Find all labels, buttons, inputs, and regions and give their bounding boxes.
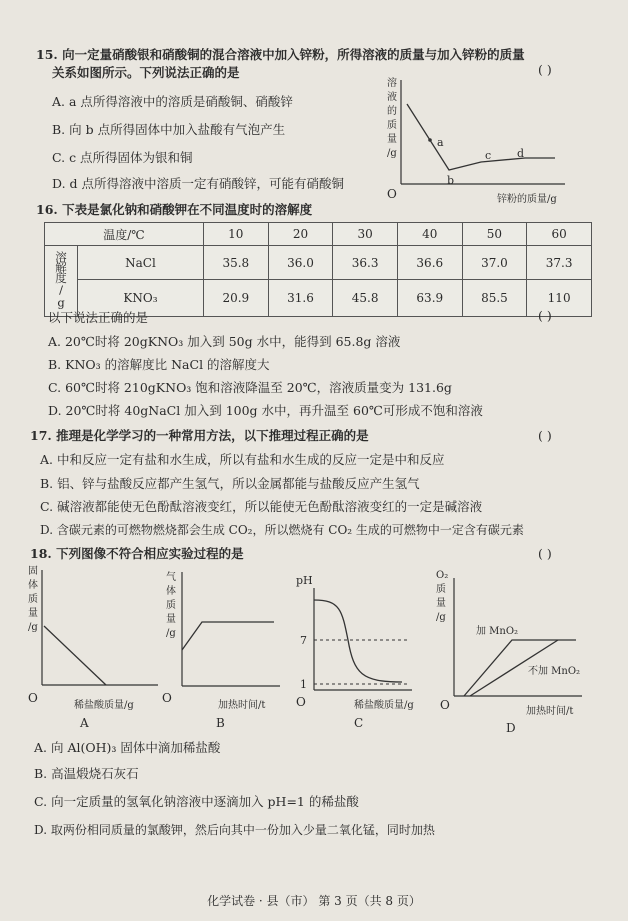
table-side-label-cell	[45, 246, 78, 317]
graph-a-ylabel-2: 体	[28, 580, 38, 591]
graph-d-label-with: 加 MnO₂	[476, 626, 519, 637]
q15-stem-line2: 关系如图所示。下列说法正确的是	[52, 65, 240, 80]
graph-b-origin: O	[162, 691, 172, 705]
graph-d-ylabel-1: O₂	[436, 570, 449, 581]
table-temp-cell: 10	[203, 223, 268, 246]
graph-d-ylabel-2: 质	[436, 584, 446, 595]
graph-b-ylabel-1: 气	[166, 572, 176, 583]
q15-option-b: B. 向 b 点所得固体中加入盐酸有气泡产生	[52, 122, 286, 137]
graph-a-ylabel-3: 质	[28, 594, 38, 605]
table-cell: 36.3	[333, 246, 398, 280]
q16-after: 以下说法正确的是	[48, 310, 149, 325]
graph-d-xlabel: 加热时间/t	[526, 706, 574, 717]
table-cell: 45.8	[333, 280, 398, 317]
q16-option-a: A. 20℃时将 20gKNO₃ 加入到 50g 水中，能得到 65.8g 溶液	[48, 334, 401, 349]
graph-b-letter: B	[216, 716, 225, 730]
table-side-label: 溶解度/g	[54, 250, 68, 309]
table-cell: 37.0	[462, 246, 527, 280]
graph-b-line	[182, 622, 274, 650]
graph-c-letter: C	[354, 716, 364, 730]
graph-a-xlabel: 稀盐酸质量/g	[74, 700, 134, 711]
table-cell: 35.8	[203, 246, 268, 280]
q18-graph-b	[158, 566, 288, 732]
q18-graph-c	[292, 570, 420, 732]
q15-option-d: D. d 点所得溶液中溶质一定有硝酸锌，可能有硝酸铜	[52, 176, 344, 191]
table-cell: 36.0	[268, 246, 333, 280]
table-temp-cell: 30	[333, 223, 398, 246]
q15-ylabel-5: 量	[387, 134, 397, 145]
graph-d-origin: O	[440, 698, 450, 712]
graph-d-label-without: 不加 MnO₂	[528, 666, 581, 677]
table-temp-cell: 60	[527, 223, 592, 246]
q17-answer-paren: ( )	[538, 428, 552, 443]
q18-graph-d	[430, 564, 590, 738]
table-header-label: 温度/℃	[45, 223, 204, 246]
q17-stem: 17. 推理是化学学习的一种常用方法，以下推理过程正确的是	[30, 428, 369, 443]
q15-ylabel-2: 液	[387, 92, 397, 103]
q15-xlabel: 锌粉的质量/g	[497, 194, 557, 205]
table-row-nacl	[45, 246, 592, 280]
graph-b-xlabel: 加热时间/t	[218, 700, 266, 711]
table-cell: 36.6	[397, 246, 462, 280]
q15-ylabel-6: /g	[387, 148, 397, 159]
q16-stem: 16. 下表是氯化钠和硝酸钾在不同温度时的溶解度	[36, 202, 313, 217]
q15-label-a: a	[437, 136, 444, 149]
table-row-name: NaCl	[78, 246, 204, 280]
q18-stem: 18. 下列图像不符合相应实验过程的是	[30, 546, 244, 561]
graph-b-ylabel-5: /g	[166, 628, 176, 639]
graph-a-ylabel-4: 量	[28, 608, 38, 619]
q17-option-d: D. 含碳元素的可燃物燃烧都会生成 CO₂，所以燃烧有 CO₂ 生成的可燃物中一定含有碳元素	[40, 523, 524, 537]
q15-label-c: c	[485, 149, 492, 162]
q16-option-b: B. KNO₃ 的溶解度比 NaCl 的溶解度大	[48, 357, 270, 372]
q15-answer-paren: ( )	[538, 62, 552, 77]
q18-option-c: C. 向一定质量的氢氧化钠溶液中逐滴加入 pH=1 的稀盐酸	[34, 794, 359, 809]
graph-b-ylabel-4: 量	[166, 614, 176, 625]
graph-b-ylabel-3: 质	[166, 600, 176, 611]
graph-c-curve	[314, 600, 402, 682]
graph-a-origin: O	[28, 691, 38, 705]
graph-d-letter: D	[506, 721, 516, 735]
q15-curve	[407, 104, 555, 170]
table-cell: 63.9	[397, 280, 462, 317]
q16-option-c: C. 60℃时将 210gKNO₃ 饱和溶液降温至 20℃，溶液质量变为 131.6g	[48, 380, 452, 395]
page-footer: 化学试卷 · 县（市） 第 3 页（共 8 页）	[207, 894, 421, 908]
table-temp-cell: 50	[462, 223, 527, 246]
q15-label-b: b	[447, 174, 455, 187]
graph-d-ylabel-3: 量	[436, 598, 446, 609]
table-temp-cell: 40	[397, 223, 462, 246]
graph-c-xlabel: 稀盐酸质量/g	[354, 700, 414, 711]
q15-stem-line1: 15. 向一定量硝酸银和硝酸铜的混合溶液中加入锌粉，所得溶液的质量与加入锌粉的质量	[36, 47, 525, 62]
q16-answer-paren: ( )	[538, 308, 552, 323]
q15-ylabel-4: 质	[387, 120, 397, 131]
solubility-table	[44, 222, 592, 317]
q16-option-d: D. 20℃时将 40gNaCl 加入到 100g 水中，再升温至 60℃可形成不饱和溶液	[48, 403, 483, 418]
table-cell: 110	[527, 280, 592, 317]
graph-c-ylabel: pH	[296, 574, 313, 587]
q15-option-a: A. a 点所得溶液中的溶质是硝酸铜、硝酸锌	[52, 94, 293, 109]
q17-option-b: B. 铝、锌与盐酸反应都产生氢气，所以金属都能与盐酸反应产生氢气	[40, 476, 420, 491]
q18-option-b: B. 高温煅烧石灰石	[34, 766, 139, 781]
graph-c-tick-1: 1	[300, 678, 307, 691]
q15-point-a	[428, 138, 432, 142]
table-cell: 31.6	[268, 280, 333, 317]
graph-b-ylabel-2: 体	[166, 586, 176, 597]
q15-graph	[385, 72, 585, 207]
table-cell: 85.5	[462, 280, 527, 317]
table-row-name: KNO₃	[78, 280, 204, 317]
table-header-row	[45, 223, 592, 246]
q15-ylabel-3: 的	[387, 106, 397, 117]
q17-option-a: A. 中和反应一定有盐和水生成，所以有盐和水生成的反应一定是中和反应	[40, 452, 445, 467]
table-cell: 37.3	[527, 246, 592, 280]
table-cell: 20.9	[203, 280, 268, 317]
graph-a-ylabel-5: /g	[28, 622, 38, 633]
q15-origin: O	[387, 187, 397, 201]
q15-ylabel-1: 溶	[387, 78, 397, 89]
q18-option-d: D. 取两份相同质量的氯酸钾，然后向其中一份加入少量二氧化锰，同时加热	[34, 823, 435, 837]
q15-label-d: d	[517, 147, 525, 160]
q18-graph-a	[26, 560, 166, 732]
q15-option-c: C. c 点所得固体为银和铜	[52, 150, 193, 165]
graph-c-tick-7: 7	[300, 634, 307, 647]
graph-c-origin: O	[296, 695, 306, 709]
graph-a-letter: A	[80, 716, 89, 730]
q18-option-a: A. 向 Al(OH)₃ 固体中滴加稀盐酸	[34, 740, 221, 755]
graph-a-line	[44, 626, 106, 685]
graph-a-ylabel-1: 固	[28, 566, 38, 577]
table-temp-cell: 20	[268, 223, 333, 246]
graph-d-ylabel-4: /g	[436, 612, 446, 623]
q17-option-c: C. 碱溶液都能使无色酚酞溶液变红，所以能使无色酚酞溶液变红的一定是碱溶液	[40, 499, 483, 514]
q18-answer-paren: ( )	[538, 546, 552, 561]
